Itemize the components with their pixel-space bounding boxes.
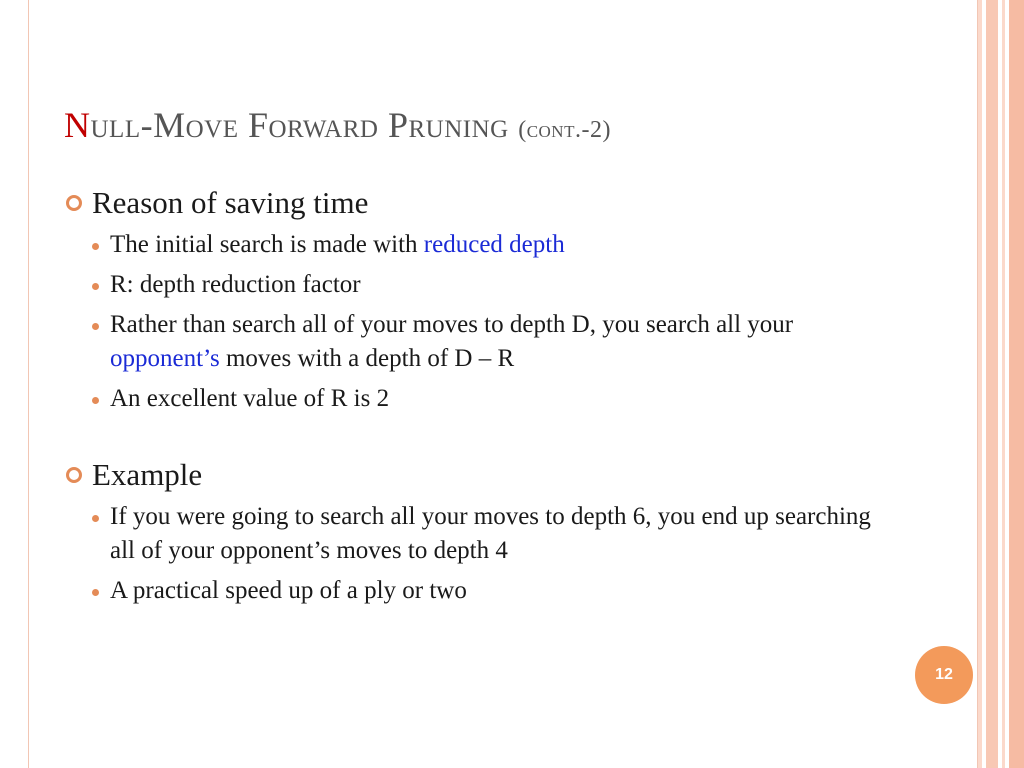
list-item: R: depth reduction factor — [66, 268, 886, 302]
list-item: Rather than search all of your moves to depth D, you search all your opponent’s moves with a depth of D – R — [66, 308, 886, 376]
bullet-list — [66, 500, 886, 608]
dot-bullet-icon — [92, 323, 99, 330]
highlighted-text: opponent’s — [110, 345, 220, 372]
slide-title — [64, 104, 924, 146]
title-main: ull-Move Forward Pruning — [90, 105, 519, 145]
title-suffix: (cont.-2) — [518, 117, 611, 143]
ring-bullet-icon — [66, 467, 82, 483]
list-item: A practical speed up of a ply or two — [66, 574, 886, 608]
section-heading — [66, 456, 886, 494]
dot-bullet-icon — [92, 397, 99, 404]
bullet-list — [66, 228, 886, 416]
dot-bullet-icon — [92, 589, 99, 596]
highlighted-text: reduced depth — [423, 231, 565, 258]
ring-bullet-icon — [66, 195, 82, 211]
slide-content — [66, 184, 886, 614]
page-number-badge: 12 — [915, 646, 973, 704]
section-heading — [66, 184, 886, 222]
list-item: If you were going to search all your moves to depth 6, you end up searching all of your opponent’s moves to depth 4 — [66, 500, 886, 568]
dot-bullet-icon — [92, 283, 99, 290]
list-item: The initial search is made with reduced depth — [66, 228, 886, 262]
dot-bullet-icon — [92, 243, 99, 250]
section-heading-text: Example — [92, 457, 203, 492]
title-first-letter: N — [64, 105, 91, 145]
list-item: An excellent value of R is 2 — [66, 382, 886, 416]
section-heading-text: Reason of saving time — [92, 185, 369, 220]
decorative-stripes — [978, 0, 1024, 768]
dot-bullet-icon — [92, 515, 99, 522]
